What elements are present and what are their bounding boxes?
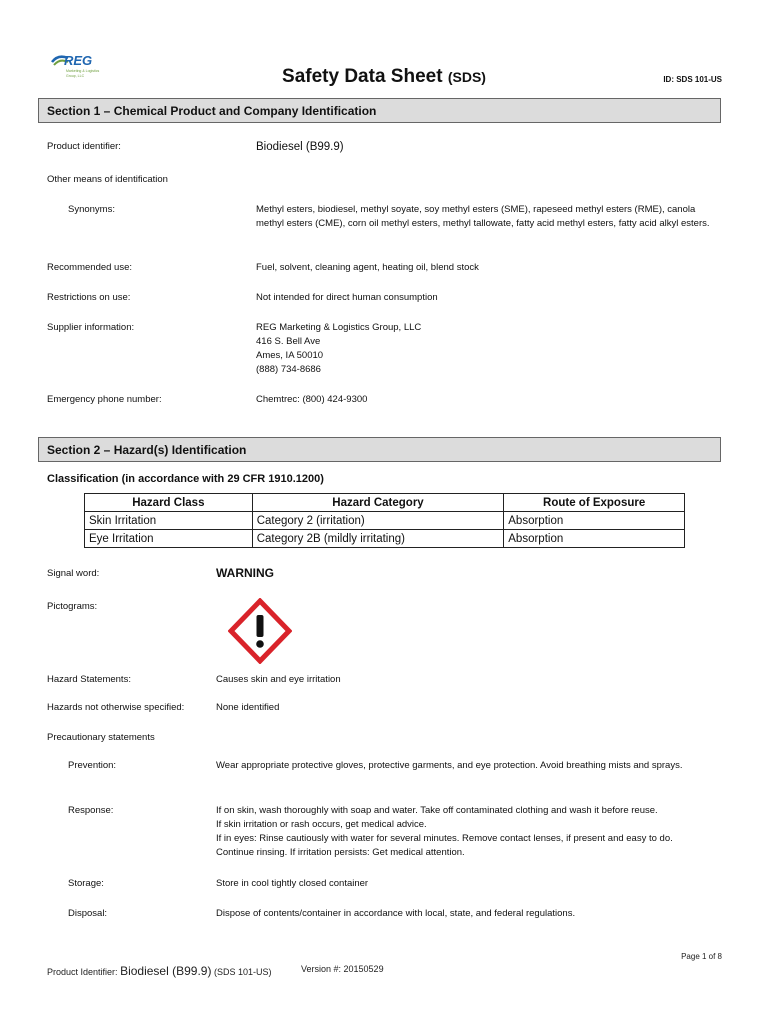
response-line: If skin irritation or rash occurs, get medical advice. [216, 819, 427, 830]
storage-label: Storage: [68, 878, 104, 889]
recommended-use-label: Recommended use: [47, 262, 133, 273]
column-header: Route of Exposure [504, 494, 685, 512]
prevention-label: Prevention: [68, 760, 117, 771]
footer-product [47, 964, 271, 978]
title-suffix: (SDS) [447, 69, 486, 85]
synonyms-value: Methyl esters, biodiesel, methyl soyate, soy methyl esters (SME), rapeseed methyl esters (RME), canola methyl esters (CME), corn oil methyl esters, methyl tallowate, fatty acid methyl esters, fatty acid alkyl esters. [256, 204, 710, 229]
footer-version: Version #: 20150529 [301, 964, 384, 974]
hazard-statements-label: Hazard Statements: [47, 674, 131, 685]
other-means-label: Other means of identification [47, 174, 168, 185]
table-cell: Category 2B (mildly irritating) [252, 530, 504, 548]
precautionary-label: Precautionary statements [47, 732, 155, 743]
logo-subtext: Marketing & Logistics Group, LLC [66, 69, 100, 78]
table-cell: Absorption [504, 512, 685, 530]
footer-product-label: Product Identifier: [47, 967, 118, 977]
supplier-line: Ames, IA 50010 [256, 350, 324, 361]
response-label: Response: [68, 805, 114, 816]
signal-word-label: Signal word: [47, 568, 100, 579]
signal-word-value: WARNING [216, 566, 274, 580]
hazard-statements-value: Causes skin and eye irritation [216, 674, 341, 685]
footer-product-value: Biodiesel (B99.9) [120, 964, 212, 978]
hnos-value: None identified [216, 702, 280, 713]
synonyms-label: Synonyms: [68, 204, 115, 215]
hnos-label: Hazards not otherwise specified: [47, 702, 185, 713]
table-cell: Eye Irritation [85, 530, 253, 548]
recommended-use-value: Fuel, solvent, cleaning agent, heating oil, blend stock [256, 262, 479, 273]
product-identifier-value: Biodiesel (B99.9) [256, 141, 344, 153]
hazard-table [84, 493, 685, 548]
emergency-label: Emergency phone number: [47, 394, 162, 405]
supplier-line: (888) 734-8686 [256, 364, 321, 375]
storage-value: Store in cool tightly closed container [216, 878, 369, 889]
table-header-row [85, 494, 685, 512]
supplier-label: Supplier information: [47, 322, 135, 333]
table-cell: Skin Irritation [85, 512, 253, 530]
table-row [85, 512, 685, 530]
footer-product-code: (SDS 101-US) [213, 967, 272, 977]
response-line: If in eyes: Rinse cautiously with water for several minutes. Remove contact lenses, if present and easy to do. [216, 833, 673, 844]
table-cell: Absorption [504, 530, 685, 548]
document-id: ID: SDS 101-US [663, 75, 722, 84]
product-identifier-label: Product identifier: [47, 141, 121, 152]
response-line: If on skin, wash thoroughly with soap and water. Take off contaminated clothing and wash it before reuse. [216, 805, 658, 816]
response-value [216, 804, 726, 860]
restrictions-label: Restrictions on use: [47, 292, 131, 303]
title-main: Safety Data Sheet [282, 66, 443, 87]
pictograms-label: Pictograms: [47, 601, 98, 612]
supplier-line: REG Marketing & Logistics Group, LLC [256, 322, 422, 333]
table-cell: Category 2 (irritation) [252, 512, 504, 530]
supplier-address [256, 321, 716, 377]
prevention-value: Wear appropriate protective gloves, protective garments, and eye protection. Avoid breathing mists and sprays. [216, 760, 683, 771]
column-header: Hazard Category [252, 494, 504, 512]
table-row [85, 530, 685, 548]
column-header: Hazard Class [85, 494, 253, 512]
emergency-value: Chemtrec: (800) 424-9300 [256, 394, 368, 405]
page-number: Page 1 of 8 [681, 952, 722, 961]
logo-text: REG [64, 53, 93, 68]
page-title [0, 66, 768, 88]
classification-heading: Classification (in accordance with 29 CFR 1910.1200) [47, 473, 324, 485]
response-line: Continue rinsing. If irritation persists: Get medical attention. [216, 847, 465, 858]
disposal-value: Dispose of contents/container in accordance with local, state, and federal regulations. [216, 908, 576, 919]
exclamation-mark-diamond-icon [228, 598, 292, 664]
section-1-header: Section 1 – Chemical Product and Company Identification [38, 98, 721, 123]
supplier-line: 416 S. Bell Ave [256, 336, 321, 347]
disposal-label: Disposal: [68, 908, 108, 919]
restrictions-value: Not intended for direct human consumption [256, 292, 438, 303]
section-2-header: Section 2 – Hazard(s) Identification [38, 437, 721, 462]
